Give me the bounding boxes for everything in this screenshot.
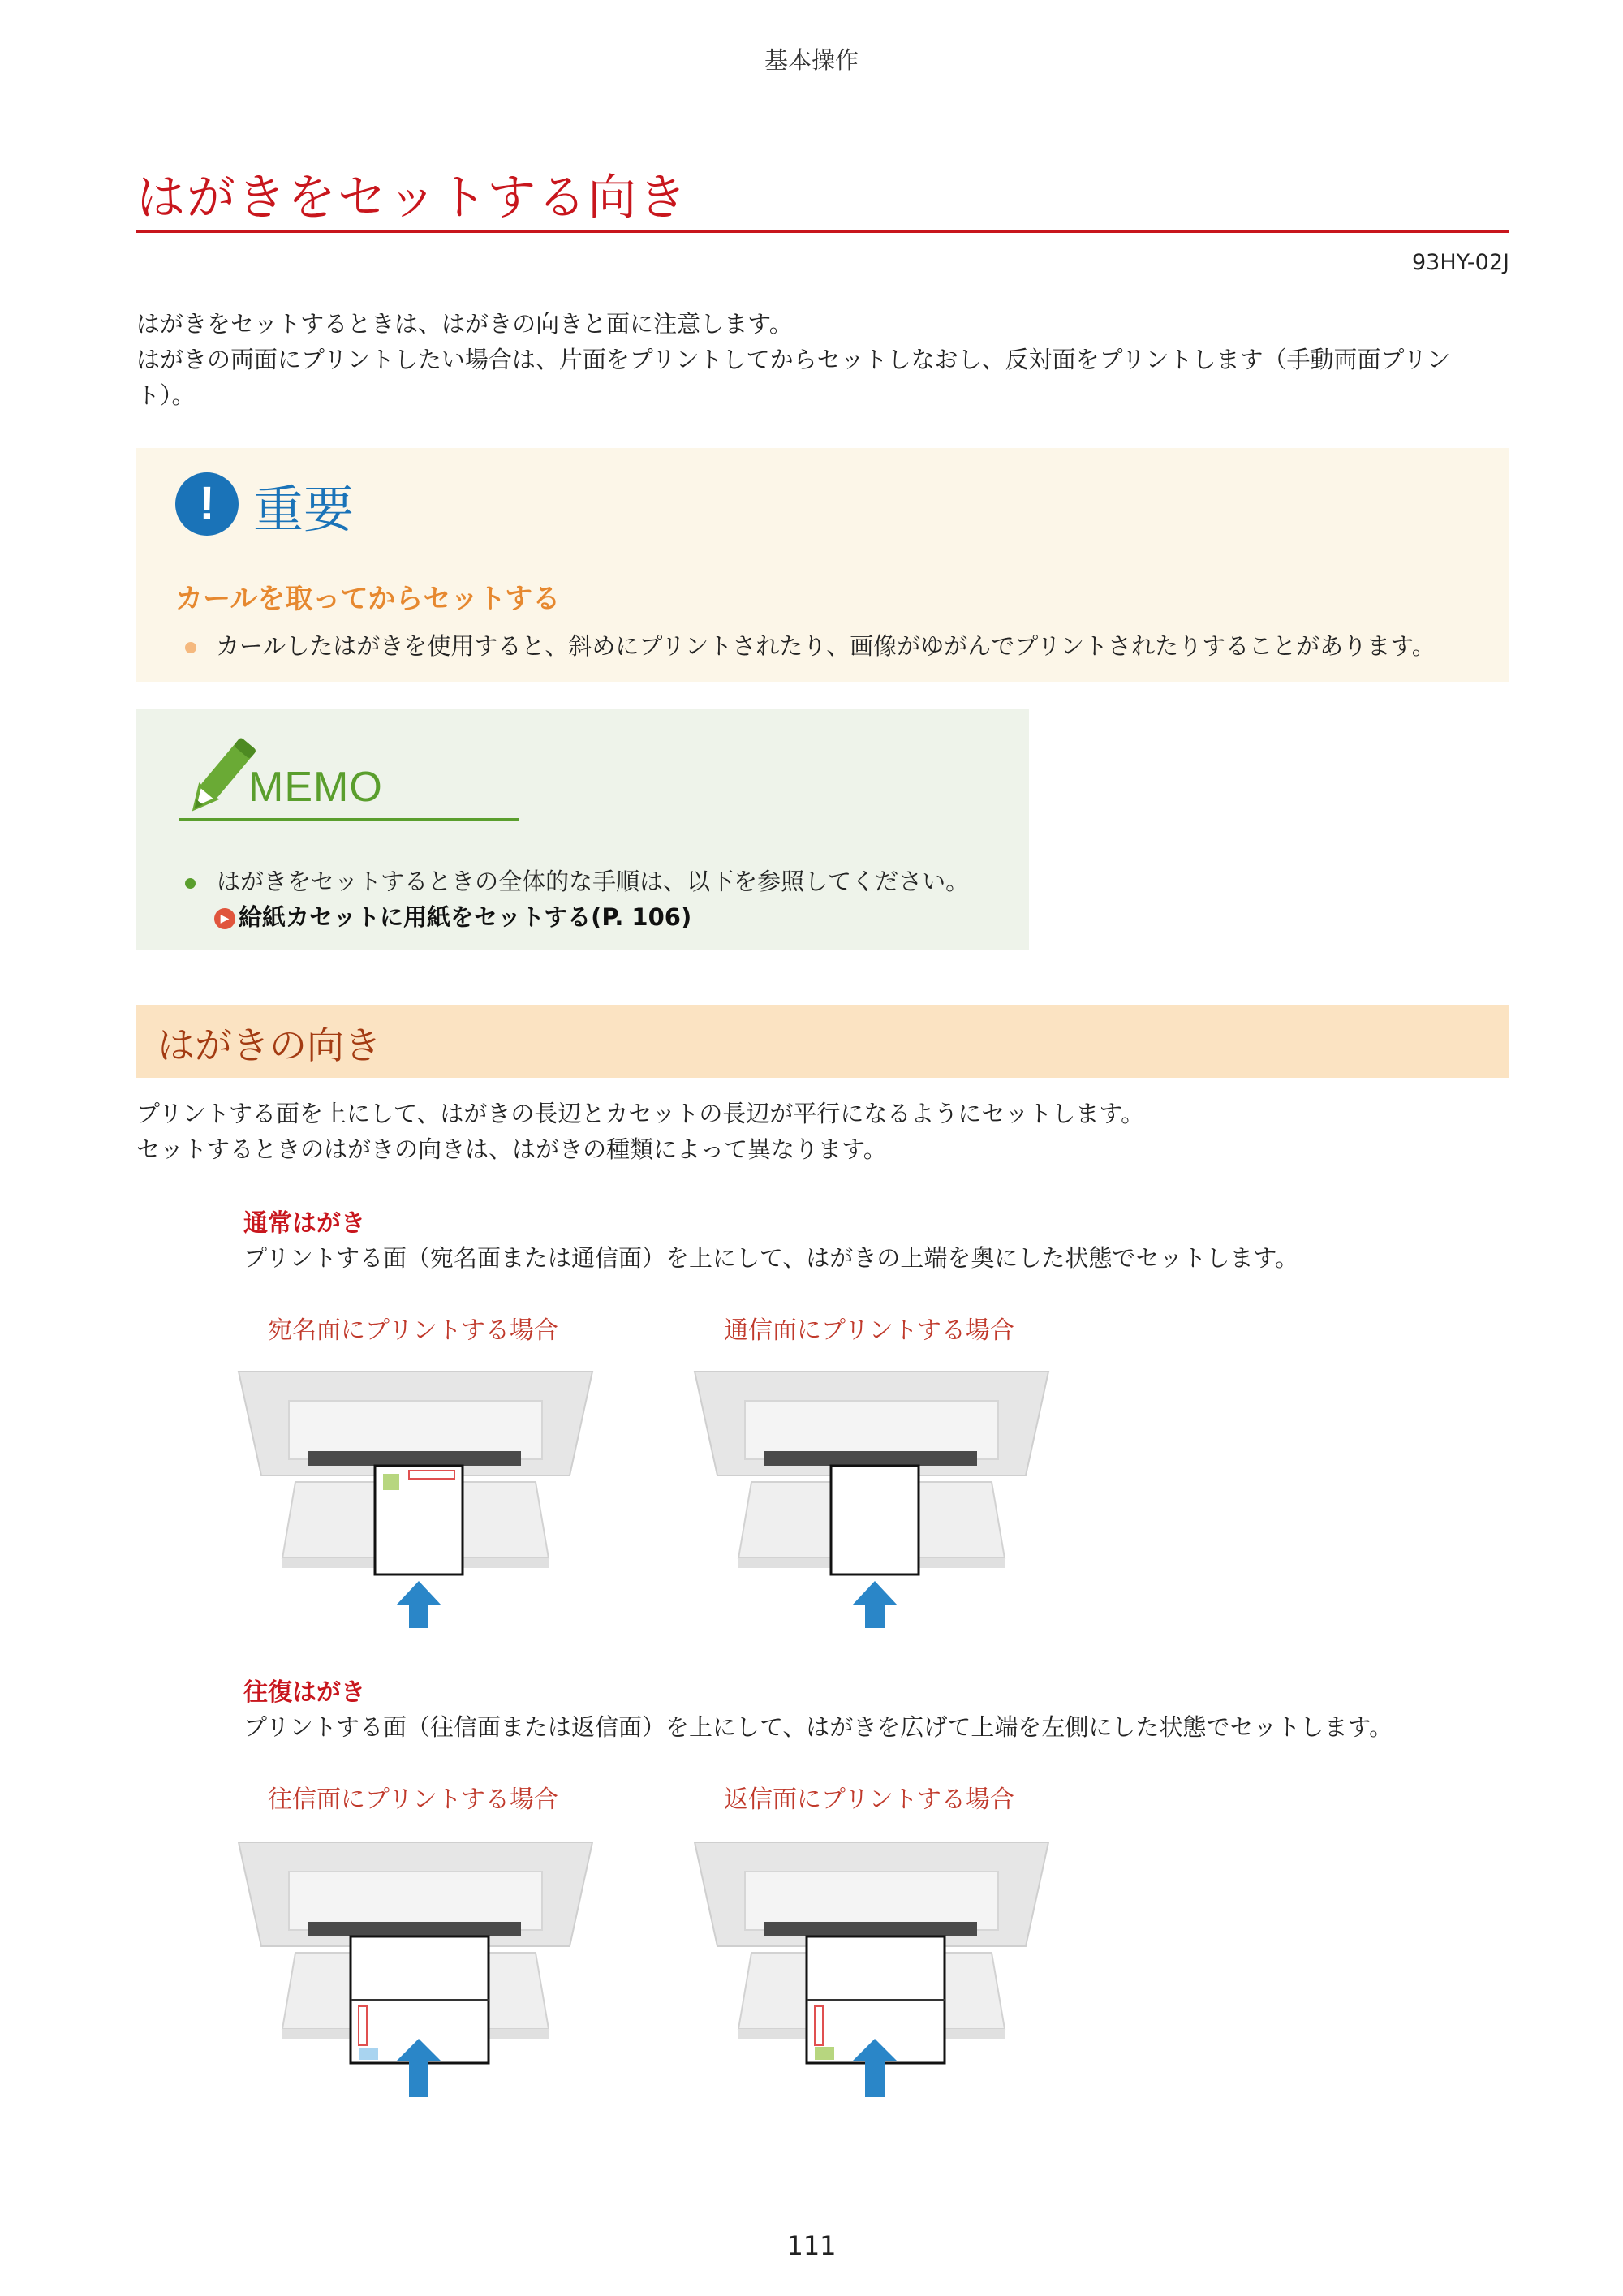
caption-outgoing-side: 往信面にプリントする場合 [268,1786,558,1814]
section-heading-bar [136,1005,1509,1078]
section-line: プリントする面を上にして、はがきの長辺とカセットの長辺が平行になるようにセットします。 [136,1100,1145,1127]
document-code: 93HY-02J [1411,250,1509,275]
memo-link-text[interactable]: 給紙カセットに用紙をセットする(P. 106) [239,903,692,931]
running-header: 基本操作 [764,46,859,74]
intro-line: ト）。 [136,381,196,409]
important-subheading: カールを取ってからセットする [175,583,561,615]
memo-item-text: はがきをセットするときの全体的な手順は、以下を参照してください。 [217,868,970,895]
important-item-text: カールしたはがきを使用すると、斜めにプリントされたり、画像がゆがんでプリントされたりすることがあります。 [216,632,1436,660]
memo-label: MEMO [248,764,383,811]
section-paragraph [136,1096,1509,1167]
intro-line: はがきの両面にプリントしたい場合は、片面をプリントしてからセットしなおし、反対面をプリントします（手動両面プリン [136,346,1451,373]
normal-postcard-text: プリントする面（宛名面または通信面）を上にして、はがきの上端を奥にした状態でセットします。 [243,1244,1299,1272]
memo-link[interactable] [214,899,691,933]
section-line: セットするときのはがきの向きは、はがきの種類によって異なります。 [136,1135,887,1163]
bullet-icon [185,642,196,653]
printer-illustration-address [237,1370,594,1630]
reply-postcard-text: プリントする面（往信面または返信面）を上にして、はがきを広げて上端を左側にした状態でセットします。 [243,1713,1393,1741]
reply-postcard-heading: 往復はがき [243,1678,365,1707]
intro-line: はがきをセットするときは、はがきの向きと面に注意します。 [136,310,793,338]
normal-postcard-heading: 通常はがき [243,1209,365,1238]
printer-illustration-outgoing [237,1841,594,2100]
title-rule [136,230,1509,233]
caption-address-side: 宛名面にプリントする場合 [268,1316,558,1345]
page-number: 111 [786,2230,837,2261]
bullet-icon [185,878,196,889]
memo-underline [179,818,519,821]
caption-return-side: 返信面にプリントする場合 [724,1786,1014,1814]
printer-illustration-message [693,1370,1050,1630]
important-label: 重要 [253,480,355,539]
intro-paragraph [136,306,1509,413]
memo-item [185,864,969,897]
page-title: はがきをセットする向き [136,170,689,226]
important-item [185,628,1436,661]
caption-message-side: 通信面にプリントする場合 [724,1316,1014,1345]
printer-illustration-return [693,1841,1050,2100]
section-title: はがきの向き [157,1023,381,1067]
memo-box [136,709,1029,950]
important-box [136,448,1509,682]
exclamation-icon: ! [175,472,239,536]
play-arrow-icon: ▶ [214,908,235,929]
